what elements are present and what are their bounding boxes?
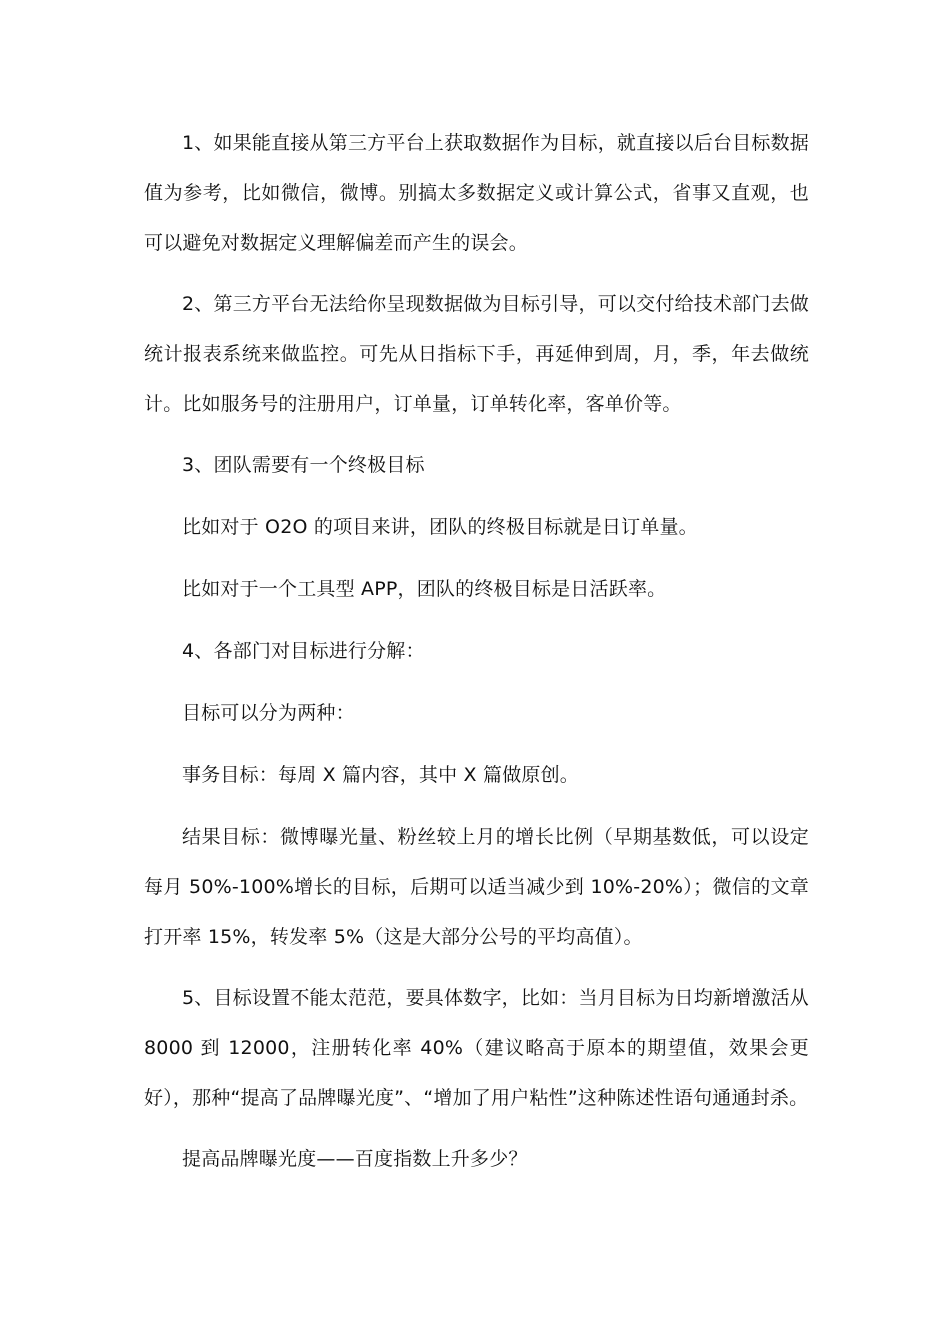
paragraph-o2o-example: 比如对于 O2O 的项目来讲，团队的终极目标就是日订单量。 bbox=[182, 516, 698, 538]
paragraph-result-goals: 结果目标：微博曝光量、粉丝较上月的增长比例（早期基数低，可以设定每月 50%-100%增长的目标，后期可以适当减少到 10%-20%）；微信的文章打开率 15%，转发率 5%（这是大部分公号的平均高值）。 bbox=[144, 826, 809, 948]
paragraph-third-party-data: 1、如果能直接从第三方平台上获取数据作为目标，就直接以后台目标数据值为参考，比如微信，微博。别搞太多数据定义或计算公式，省事又直观，也可以避免对数据定义理解偏差而产生的误会。 bbox=[144, 132, 809, 254]
paragraph-app-example: 比如对于一个工具型 APP，团队的终极目标是日活跃率。 bbox=[182, 578, 667, 600]
paragraph-brand-exposure-question: 提高品牌曝光度——百度指数上升多少？ bbox=[182, 1148, 528, 1170]
paragraph-ultimate-goal-heading: 3、团队需要有一个终极目标 bbox=[182, 454, 425, 476]
paragraph-specific-numbers: 5、目标设置不能太范范，要具体数字，比如：当月目标为日均新增激活从 8000 到 12000，注册转化率 40%（建议略高于原本的期望值，效果会更好），那种“提高了品牌曝光度”、“增加了用户粘性”这种陈述性语句通通封杀。 bbox=[144, 987, 809, 1109]
document-body bbox=[144, 118, 809, 1196]
paragraph-reporting-system: 2、第三方平台无法给你呈现数据做为目标引导，可以交付给技术部门去做统计报表系统来做监控。可先从日指标下手，再延伸到周，月，季，年去做统计。比如服务号的注册用户，订单量，订单转化率，客单价等。 bbox=[144, 293, 809, 415]
paragraph-goal-types: 目标可以分为两种： bbox=[182, 702, 355, 724]
paragraph-department-breakdown: 4、各部门对目标进行分解： bbox=[182, 640, 425, 662]
paragraph-task-goals: 事务目标：每周 X 篇内容，其中 X 篇做原创。 bbox=[182, 764, 579, 786]
